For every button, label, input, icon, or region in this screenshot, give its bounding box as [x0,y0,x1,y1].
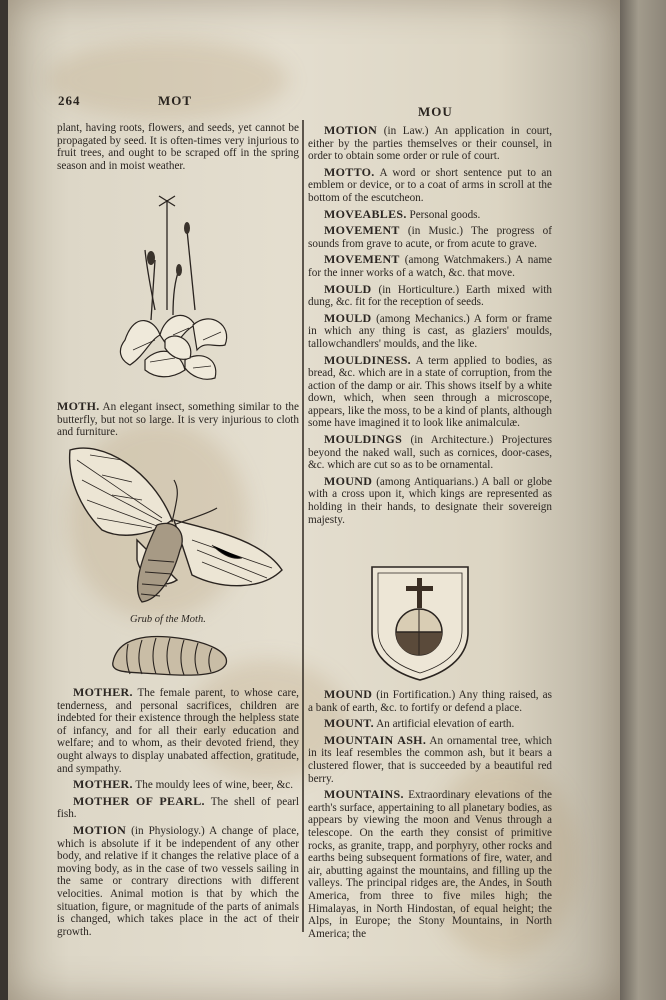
entry-head: MOTION [324,123,378,137]
entry-text: A word or short sentence put to an emblem or device, or to a coat of arms in scroll at the bottom of the escutcheon. [308,166,552,204]
entry-head: MOUND [324,687,373,701]
entry-text: An ornamental tree, which in its leaf resembles the common ash, but it bears a clustered flower, that is succeeded by a beautiful red berry. [308,734,552,785]
entry-text: An elegant insect, something similar to the butterfly, but not so large. It is very injurious to cloth and furniture. [57,401,299,439]
entry-mound-fortification [308,688,552,714]
entry-head: MOULD [324,310,372,325]
plant-illustration [115,190,240,390]
entry-text: The mouldy lees of wine, beer, &c. [135,779,294,792]
entry-movement-watch [308,253,552,279]
entry-head: MOUND [324,473,373,488]
entry-text: (among Watchmakers.) A name for the inner works of a watch, &c. that move. [308,254,553,279]
entry-text: A term applied to bodies, as bread, &c. which are in a state of corruption, from the action of the damp or air. This shows itself by a white down, which, when seen through a microscope, appears, like the moss, to be a kind of plants, although some have imagined it to look like animalculæ. [308,354,552,430]
orb-shield-illustration [368,564,472,682]
grub-illustration [108,632,233,680]
entry-head: MOULDINGS [324,432,403,447]
entry-motion-law [308,124,552,163]
grub-caption: Grub of the Moth. [130,614,206,625]
entry-mother-2 [57,778,299,792]
entry-head: MOTH. [57,399,100,413]
right-column-top [308,124,552,529]
entry-mouldings [308,433,552,472]
page-number: 264 [58,93,81,108]
entry-text: (in Music.) The progress of sounds from grave to acute, or from acute to grave. [308,225,552,250]
entry-moveables [308,208,552,222]
entry-mother [57,686,299,775]
entry-head: MOULDINESS. [324,352,411,367]
entry-head: MOTTO. [324,164,375,179]
left-column-bottom [57,686,299,941]
entry-mould-horticulture [308,283,552,309]
entry-head: MOVEMENT [324,252,400,267]
entry-text: The female parent, to whose care, tenderness, and personal sacrifices, children are indebted for their existence through the helpless state of infancy, and for all their early education and welfare; and to whom, as their devoted friend, they ought always to display unabated affection, gratitude, and sympathy. [57,687,299,775]
entry-motion-physiology [57,824,299,938]
entry-mould-mechanics [308,312,552,351]
entry-text: (in Law.) An application in court, either by the parties themselves or their counsel, in order to obtain some order or rule of court. [308,125,552,163]
running-head-right: MOU [418,104,453,119]
entry-mount [308,717,552,731]
entry-text: Extraordinary elevations of the earth's surface, appertaining to all planetary bodies, as appears by viewing the moon and Venus through a telescope. On the earth they consist of primitive rocks, as granite, trapp, and porphyry, other rocks and earths being subsequent formations of fire, water, and air, abutting against the mountains, and filling up the valleys. The principal ridges are, the Andes, in South America, from three to five miles high; the Himalayas, in North Hindostan, of equal height; the Alps, in Europe; the Stony Mountains, in North America; the [308,789,552,940]
entry-head: MOVEMENT [324,223,400,238]
entry-head: MOULD [324,281,372,296]
entry-mound-antiquarians [308,475,552,526]
entry-movement-music [308,224,552,250]
entry-head: MOUNTAIN ASH. [324,732,427,747]
entry-text: An artificial elevation of earth. [376,718,515,731]
entry-text: Personal goods. [409,208,481,221]
entry-head: MOUNTAINS. [324,787,404,802]
entry-mountains [308,788,552,940]
page-edge [620,0,666,1000]
entry-text: (in Physiology.) A change of place, which is absolute if it be independent of any other body, and relative if it changes the relative place of a moving body, as in the case of two vessels sailing in the same or contrary directions with different velocities. Animal motion is that by which the situation, figure, or magnitude of the parts of animals is changed, which takes place in the act of their growth. [57,824,299,938]
entry-head: MOVEABLES. [324,206,407,221]
entry-text: (in Horticulture.) Earth mixed with dung, &c. fit for the reception of seeds. [308,283,552,309]
entry-text: (in Fortification.) Any thing raised, as a bank of earth, &c. to fortify or defend a place. [308,689,552,714]
entry-head: MOUNT. [324,716,374,731]
entry-text: (among Mechanics.) A form or frame in which any thing is cast, as glaziers' moulds, tallowchandlers' moulds, and the like. [308,312,552,350]
moth-entry [57,400,299,442]
entry-motto [308,166,552,205]
entry-head: MOTHER OF PEARL. [73,793,205,808]
left-column-top [57,122,299,175]
entry-mother-of-pearl [57,795,299,821]
entry-head: MOTHER. [73,777,133,792]
entry-text: (in Architecture.) Projectures beyond the naked wall, such as cornices, door-cases, &c. which are cut so as to be ornamental. [308,434,552,472]
moth-illustration [62,440,287,615]
entry-mountain-ash [308,734,552,785]
intro-paragraph: plant, having roots, flowers, and seeds, yet cannot be propagated by seed. It is often-times very injurious to fruit trees, and ought to be scraped off in the spring season and in moist weather. [57,122,299,172]
entry-text: (among Antiquarians.) A ball or globe with a cross upon it, which kings are represented as holding in their hands, to designate their sovereign majesty. [308,475,552,526]
entry-head: MOTHER. [73,685,133,699]
entry-mouldiness [308,354,552,431]
entry-moth [57,400,299,439]
entry-head: MOTION [73,822,127,837]
right-column-bottom [308,688,552,943]
column-divider [302,120,304,932]
running-head-left: MOT [158,93,193,108]
entry-text: The shell of pearl fish. [57,795,299,821]
